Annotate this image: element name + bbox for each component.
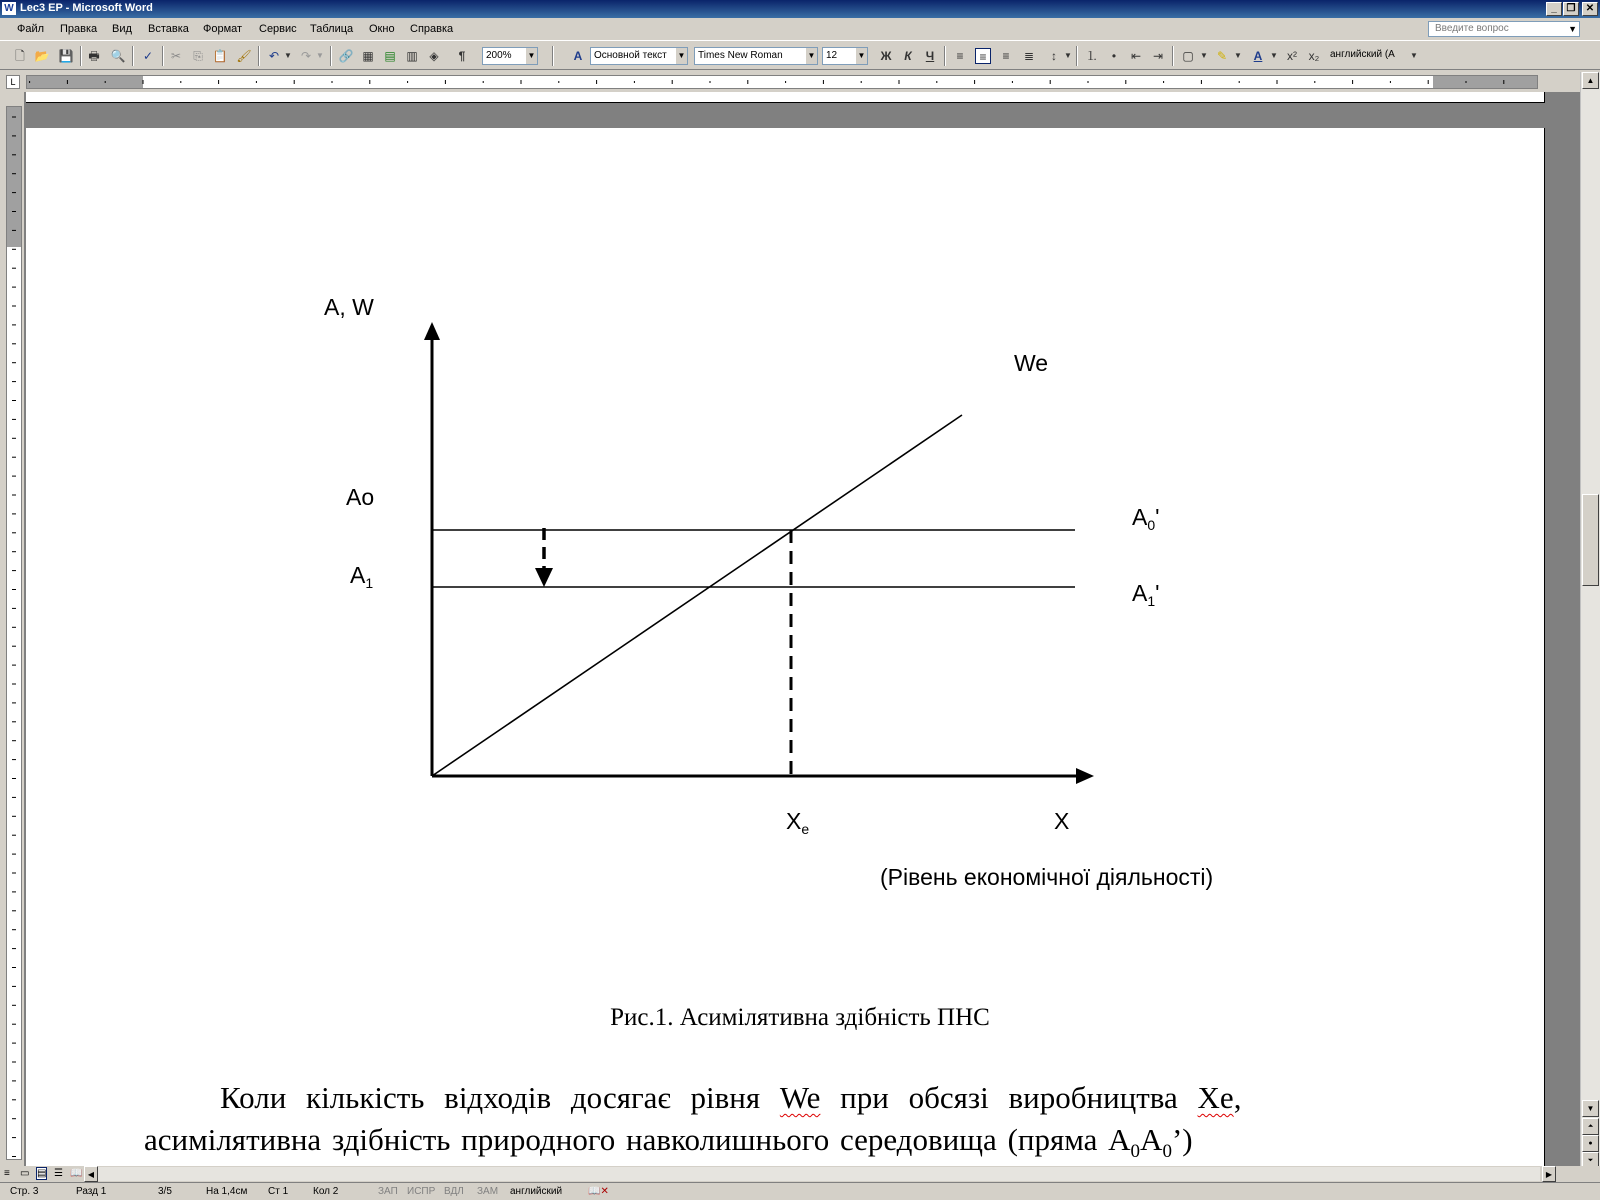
previous-page-button[interactable]: ⏶ bbox=[1582, 1118, 1599, 1135]
increase-indent-icon[interactable]: ⇥ bbox=[1152, 49, 1164, 63]
chevron-down-icon[interactable]: ▼ bbox=[1234, 51, 1242, 60]
para-line-2-sub2: 0 bbox=[1162, 1141, 1172, 1163]
series-line-we bbox=[432, 415, 962, 776]
close-button[interactable]: ✕ bbox=[1582, 2, 1598, 16]
label-a1-right-tail: ' bbox=[1155, 580, 1160, 606]
undo-icon[interactable]: ↶ bbox=[268, 49, 280, 63]
word-icon[interactable]: W bbox=[2, 2, 16, 15]
new-document-icon[interactable]: 🗋 bbox=[15, 49, 25, 63]
tables-borders-icon[interactable]: ▦ bbox=[362, 49, 374, 63]
para-xe-term: Xe bbox=[1197, 1080, 1234, 1115]
label-a0-left: Ao bbox=[346, 484, 375, 510]
label-a1-right-main: A bbox=[1132, 580, 1148, 606]
font-size-value: 12 bbox=[826, 50, 838, 61]
label-xe-main: X bbox=[786, 808, 802, 834]
x-axis-caption: (Рівень економічної діяльності) bbox=[880, 864, 1214, 890]
scroll-down-button[interactable]: ▼ bbox=[1582, 1100, 1599, 1117]
align-right-icon[interactable]: ≡ bbox=[1002, 49, 1010, 63]
status-page: Стр. 3 bbox=[10, 1186, 39, 1197]
reading-view-icon[interactable]: 📖 bbox=[70, 1168, 83, 1179]
columns-icon[interactable]: ▥ bbox=[406, 49, 418, 63]
paragraph-line-2 bbox=[144, 1122, 1193, 1163]
menu-table[interactable]: Таблица bbox=[310, 23, 354, 35]
chevron-down-icon[interactable]: ▼ bbox=[1410, 51, 1418, 60]
style-value: Основной текст bbox=[594, 50, 667, 61]
status-pages: 3/5 bbox=[158, 1186, 172, 1197]
language-indicator[interactable]: английский (А bbox=[1330, 49, 1395, 60]
line-spacing-icon[interactable]: ↕ bbox=[1051, 49, 1057, 63]
status-overtype[interactable]: ЗАМ bbox=[477, 1186, 499, 1197]
numbering-icon[interactable]: ⒈ bbox=[1085, 49, 1098, 63]
bold-button[interactable]: Ж bbox=[880, 49, 892, 63]
paste-icon[interactable]: 📋 bbox=[212, 49, 228, 63]
window-title: Lec3 EP - Microsoft Word bbox=[20, 2, 153, 14]
tab-selector[interactable]: L bbox=[6, 75, 20, 89]
para-line-1-c: , bbox=[1233, 1080, 1242, 1115]
menu-tools[interactable]: Сервис bbox=[259, 23, 297, 35]
chevron-down-icon[interactable]: ▼ bbox=[856, 48, 867, 64]
insert-excel-icon[interactable]: ▤ bbox=[384, 49, 396, 63]
highlight-icon[interactable]: ✎ bbox=[1216, 49, 1228, 63]
label-xe bbox=[786, 808, 809, 837]
label-a0-right-main: A bbox=[1132, 504, 1148, 530]
spelling-icon[interactable]: ✓ bbox=[142, 49, 154, 63]
normal-view-icon[interactable]: ≡ bbox=[4, 1168, 10, 1179]
menu-edit[interactable]: Правка bbox=[60, 23, 98, 35]
print-preview-icon[interactable]: 🔍 bbox=[110, 49, 126, 63]
figure-caption: Рис.1. Асимілятивна здібність ПНС bbox=[610, 1004, 990, 1031]
horizontal-scroll-track[interactable] bbox=[98, 1167, 1540, 1181]
label-a1-left-sub: 1 bbox=[365, 575, 374, 591]
align-center-icon[interactable]: ≡ bbox=[975, 48, 991, 64]
menu-insert[interactable]: Вставка bbox=[148, 23, 189, 35]
para-line-2-c: ’) bbox=[1171, 1122, 1193, 1157]
menu-file[interactable]: Файл bbox=[17, 23, 45, 35]
styles-icon[interactable]: A bbox=[573, 49, 583, 63]
shift-arrow-head bbox=[535, 568, 553, 587]
vertical-scrollbar[interactable] bbox=[1580, 72, 1600, 1166]
restore-button[interactable]: ❐ bbox=[1563, 2, 1579, 16]
show-formatting-icon[interactable]: ¶ bbox=[458, 49, 466, 63]
menu-window[interactable]: Окно bbox=[369, 23, 395, 35]
status-column: Кол 2 bbox=[313, 1186, 339, 1197]
align-left-icon[interactable]: ≡ bbox=[956, 49, 964, 63]
para-line-2-sub1: 0 bbox=[1130, 1141, 1141, 1163]
format-painter-icon[interactable]: 🖌 bbox=[236, 49, 252, 63]
status-track-changes[interactable]: ИСПР bbox=[407, 1186, 436, 1197]
next-page-button[interactable]: ⏷ bbox=[1582, 1152, 1599, 1169]
save-icon[interactable]: 💾 bbox=[58, 49, 74, 63]
label-a1-left bbox=[350, 562, 373, 591]
minimize-button[interactable]: _ bbox=[1546, 2, 1562, 16]
chevron-down-icon[interactable]: ▼ bbox=[1064, 51, 1072, 60]
scroll-up-button[interactable]: ▲ bbox=[1582, 72, 1599, 89]
copy-icon[interactable]: ⎘ bbox=[193, 49, 203, 63]
status-position: На 1,4см bbox=[206, 1186, 248, 1197]
open-folder-icon[interactable]: 📂 bbox=[34, 49, 50, 63]
chevron-down-icon[interactable]: ▼ bbox=[676, 48, 687, 64]
paragraph-line-1 bbox=[220, 1080, 1241, 1116]
series-label-we: We bbox=[1014, 350, 1049, 376]
font-color-icon[interactable]: A bbox=[1253, 49, 1263, 63]
y-axis-label: A, W bbox=[324, 294, 374, 320]
para-we-term: We bbox=[779, 1080, 821, 1115]
label-a1-right bbox=[1132, 580, 1160, 609]
select-browse-object-button[interactable]: ● bbox=[1582, 1135, 1599, 1152]
scroll-left-button[interactable]: ◀ bbox=[84, 1166, 98, 1182]
outline-view-icon[interactable]: ☰ bbox=[54, 1168, 63, 1179]
font-value: Times New Roman bbox=[698, 50, 783, 61]
status-line: Ст 1 bbox=[268, 1186, 289, 1197]
label-xe-sub: e bbox=[801, 821, 810, 837]
horizontal-scrollbar[interactable] bbox=[0, 1166, 1600, 1182]
web-view-icon[interactable]: ▭ bbox=[20, 1168, 30, 1179]
ask-question-placeholder: Введите вопрос bbox=[1435, 23, 1509, 34]
justify-icon[interactable]: ≣ bbox=[1023, 49, 1035, 63]
chevron-down-icon[interactable]: ▼ bbox=[806, 48, 817, 64]
scroll-right-button[interactable]: ▶ bbox=[1542, 1166, 1556, 1182]
label-a0-right-sub: 0 bbox=[1147, 517, 1156, 533]
status-bar bbox=[0, 1182, 1600, 1200]
spelling-status-icon[interactable]: 📖✕ bbox=[588, 1186, 609, 1197]
italic-button[interactable]: К bbox=[904, 49, 912, 63]
chevron-down-icon[interactable]: ▼ bbox=[526, 48, 537, 64]
chevron-down-icon[interactable]: ▼ bbox=[1270, 51, 1278, 60]
zoom-value: 200% bbox=[486, 50, 512, 61]
status-section: Разд 1 bbox=[76, 1186, 107, 1197]
chevron-down-icon[interactable]: ▼ bbox=[1568, 24, 1577, 34]
chevron-down-icon[interactable]: ▼ bbox=[316, 51, 324, 60]
menu-help[interactable]: Справка bbox=[410, 23, 454, 35]
label-a1-left-main: A bbox=[350, 562, 366, 588]
superscript-icon[interactable]: x² bbox=[1287, 49, 1297, 63]
chevron-down-icon[interactable]: ▼ bbox=[284, 51, 292, 60]
para-line-2-a: асимілятивна здібність природного навколишнього середовища (пряма A bbox=[144, 1122, 1131, 1157]
menu-format[interactable]: Формат bbox=[203, 23, 243, 35]
x-axis-arrowhead bbox=[1076, 768, 1094, 784]
status-extend[interactable]: ВДЛ bbox=[444, 1186, 464, 1197]
borders-icon[interactable]: ▢ bbox=[1182, 49, 1194, 63]
print-icon[interactable]: 🖶 bbox=[88, 49, 100, 63]
chevron-down-icon[interactable]: ▼ bbox=[1200, 51, 1208, 60]
label-a1-right-sub: 1 bbox=[1147, 593, 1156, 609]
decrease-indent-icon[interactable]: ⇤ bbox=[1130, 49, 1142, 63]
y-axis-arrowhead bbox=[424, 322, 440, 340]
hyperlink-icon[interactable]: 🔗 bbox=[338, 49, 354, 63]
cut-icon[interactable]: ✂ bbox=[170, 49, 182, 63]
redo-icon[interactable]: ↷ bbox=[300, 49, 312, 63]
label-a0-right-tail: ' bbox=[1155, 504, 1160, 530]
para-line-2-b: A bbox=[1140, 1122, 1163, 1157]
drawing-icon[interactable]: ◈ bbox=[429, 49, 439, 63]
underline-button[interactable]: Ч bbox=[925, 49, 935, 63]
status-language[interactable]: английский bbox=[510, 1186, 563, 1197]
para-line-1-a: Коли кількість відходів досягає рівня bbox=[220, 1080, 780, 1115]
scroll-thumb[interactable] bbox=[1582, 494, 1599, 586]
label-a0-right bbox=[1132, 504, 1160, 533]
x-axis-label: X bbox=[1054, 808, 1070, 834]
para-line-1-b: при обсязі виробництва bbox=[820, 1080, 1198, 1115]
status-rec[interactable]: ЗАП bbox=[378, 1186, 398, 1197]
bullets-icon[interactable]: • bbox=[1111, 49, 1117, 63]
menu-view[interactable]: Вид bbox=[112, 23, 132, 35]
print-layout-icon[interactable]: ▤ bbox=[37, 1168, 47, 1179]
subscript-icon[interactable]: x₂ bbox=[1308, 49, 1320, 63]
